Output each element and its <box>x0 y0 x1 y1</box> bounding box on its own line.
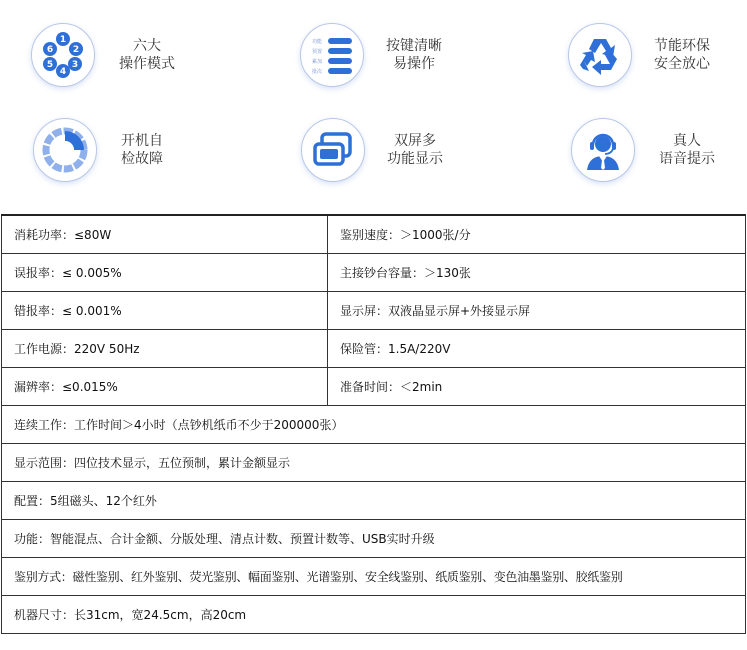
spec-cell: 显示范围：四位技术显示，五位预制，累计金额显示 <box>2 444 746 482</box>
table-row <box>2 292 746 330</box>
spec-cell: 消耗功率：≤80W <box>2 215 328 254</box>
spec-cell: 主接钞台容量：＞130张 <box>328 254 746 292</box>
spec-cell: 漏辨率：≤0.015% <box>2 368 328 406</box>
recycle-icon <box>568 23 632 87</box>
spec-cell: 鉴别速度：＞1000张/分 <box>328 215 746 254</box>
table-row <box>2 558 746 596</box>
key-label: 批次 <box>312 69 323 75</box>
table-row <box>2 330 746 368</box>
feature-voice <box>571 118 715 182</box>
mode-number: 1 <box>59 35 67 45</box>
key-label: 功能 <box>312 39 323 45</box>
feature-six-modes <box>31 23 175 87</box>
feature-label: 六大 操作模式 <box>119 38 175 72</box>
table-row <box>2 215 746 254</box>
keypad-icon <box>300 23 364 87</box>
feature-clear-keys <box>300 23 442 87</box>
spec-cell: 错报率：≤ 0.001% <box>2 292 328 330</box>
feature-label: 开机自 检故障 <box>121 133 163 167</box>
feature-self-check <box>33 118 163 182</box>
table-row <box>2 444 746 482</box>
mode-number: 4 <box>59 67 67 77</box>
feature-dual-screen <box>301 118 443 182</box>
spec-cell: 显示屏：双液晶显示屏+外接显示屏 <box>328 292 746 330</box>
customer-service-icon <box>571 118 635 182</box>
mode-number: 3 <box>71 60 79 70</box>
spec-cell: 机器尺寸：长31cm，宽24.5cm，高20cm <box>2 596 746 634</box>
mode-number: 2 <box>72 45 80 55</box>
spec-cell: 误报率：≤ 0.005% <box>2 254 328 292</box>
feature-grid <box>0 0 747 210</box>
key-label: 预置 <box>312 49 323 55</box>
spec-cell: 鉴别方式：磁性鉴别、红外鉴别、荧光鉴别、幅面鉴别、光谱鉴别、安全线鉴别、纸质鉴别、变色油墨鉴别、胶纸鉴别 <box>2 558 746 596</box>
feature-label: 真人 语音提示 <box>659 133 715 167</box>
feature-label: 按键清晰 易操作 <box>386 38 442 72</box>
spec-cell: 保险管：1.5A/220V <box>328 330 746 368</box>
table-row <box>2 482 746 520</box>
dual-screen-icon <box>301 118 365 182</box>
table-row <box>2 254 746 292</box>
table-row <box>2 596 746 634</box>
spec-cell: 连续工作：工作时间＞4小时（点钞机纸币不少于200000张） <box>2 406 746 444</box>
feature-eco <box>568 23 710 87</box>
table-row <box>2 520 746 558</box>
spec-cell: 准备时间：＜2min <box>328 368 746 406</box>
feature-label: 双屏多 功能显示 <box>387 133 443 167</box>
spec-cell: 功能：智能混点、合计金额、分版处理、清点计数、预置计数等、USB实时升级 <box>2 520 746 558</box>
spec-cell: 配置：5组磁头、12个红外 <box>2 482 746 520</box>
mode-number: 5 <box>46 60 54 70</box>
pie-chart-icon <box>33 118 97 182</box>
six-modes-icon <box>31 23 95 87</box>
table-row <box>2 368 746 406</box>
spec-table <box>1 214 746 634</box>
feature-label: 节能环保 安全放心 <box>654 38 710 72</box>
key-label: 累加 <box>312 59 323 65</box>
mode-number: 6 <box>46 45 54 55</box>
spec-cell: 工作电源：220V 50Hz <box>2 330 328 368</box>
table-row <box>2 406 746 444</box>
